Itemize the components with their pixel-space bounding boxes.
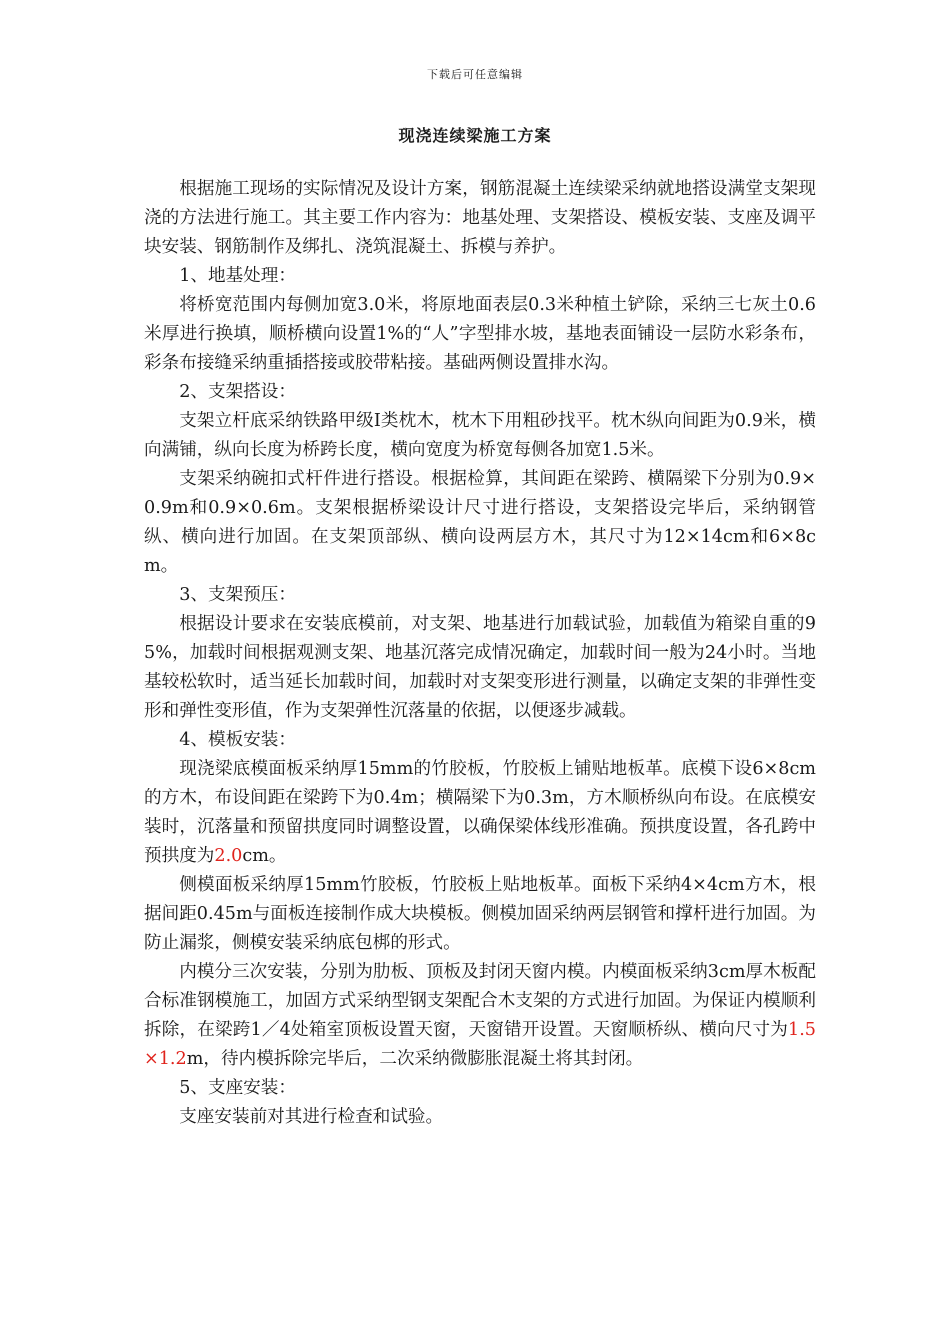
section-3-paragraph: 根据设计要求在安装底模前，对支架、地基进行加载试验，加载值为箱梁自重的95%，加载时间根据观测支架、地基沉落完成情况确定，加载时间一般为24小时。当地基较松软时，适当延长加载时间，加载时对支架变形进行测量，以确定支架的非弹性变形和弹性变形值，作为支架弹性沉落量的依据，以便逐步减载。 [144, 614, 816, 721]
section-4-paragraph-3-text-b: m，待内模拆除完毕后，二次采纳微膨胀混凝土将其封闭。 [186, 1049, 644, 1069]
section-4-paragraph-3-text-a: 内模分三次安装，分别为肋板、顶板及封闭天窗内模。内模面板采纳3cm厚木板配合标准钢模施工，加固方式采纳型钢支架配合木支架的方式进行加固。为保证内模顺利拆除，在梁跨1／4处箱室顶板设置天窗，天窗错开设置。天窗顺桥纵、横向尺寸为 [144, 962, 816, 1040]
section-5-paragraph: 支座安装前对其进行检查和试验。 [179, 1107, 444, 1127]
section-4-paragraph-2: 侧模面板采纳厚15mm竹胶板，竹胶板上贴地板革。面板下采纳4×4cm方木，根据间距0.45m与面板连接制作成大块模板。侧模加固采纳两层钢管和撑杆进行加固。为防止漏浆，侧模安装采纳底包梆的形式。 [144, 875, 816, 953]
section-3-heading: 3、支架预压： [179, 585, 296, 605]
section-1-paragraph: 将桥宽范围内每侧加宽3.0米，将原地面表层0.3米种植土铲除，采纳三七灰土0.6米厚进行换填，顺桥横向设置1%的“人”字型排水坡，基地表面铺设一层防水彩条布，彩条布接缝采纳重插搭接或胶带粘接。基础两侧设置排水沟。 [144, 295, 816, 373]
section-1-heading: 1、地基处理： [179, 266, 296, 286]
section-4-paragraph-3 [144, 958, 816, 1074]
section-2-paragraph-2: 支架采纳碗扣式杆件进行搭设。根据检算，其间距在梁跨、横隔梁下分别为0.9×0.9m和0.9×0.6m。支架根据桥梁设计尺寸进行搭设，支架搭设完毕后，采纳钢管纵、横向进行加固。在支架顶部纵、横向设两层方木，其尺寸为12×14cm和6×8cm。 [144, 469, 816, 576]
section-5-heading: 5、支座安装： [179, 1078, 296, 1098]
section-2-heading: 2、支架搭设： [179, 382, 296, 402]
camber-value-highlight: 2.0 [214, 846, 243, 866]
intro-paragraph: 根据施工现场的实际情况及设计方案，钢筋混凝土连续梁采纳就地搭设满堂支架现浇的方法进行施工。其主要工作内容为：地基处理、支架搭设、模板安装、支座及调平块安装、钢筋制作及绑扎、浇筑混凝土、拆模与养护。 [144, 179, 816, 257]
section-4-heading: 4、模板安装： [179, 730, 296, 750]
skylight-size-highlight: 1.5×1.2 [144, 1020, 816, 1069]
document-body [144, 175, 816, 1132]
header-note: 下载后可任意编辑 [427, 68, 523, 81]
section-2-paragraph-1: 支架立杆底采纳铁路甲级Ⅰ类枕木，枕木下用粗砂找平。枕木纵向间距为0.9米，横向满铺，纵向长度为桥跨长度，横向宽度为桥宽每侧各加宽1.5米。 [144, 411, 816, 460]
section-4-paragraph-1-text-a: 现浇梁底模面板采纳厚15mm的竹胶板，竹胶板上铺贴地板革。底模下设6×8cm的方木，布设间距在梁跨下为0.4m；横隔梁下为0.3m，方木顺桥纵向布设。在底模安装时，沉落量和预留拱度同时调整设置，以确保梁体线形准确。预拱度设置，各孔跨中预拱度为 [144, 759, 816, 866]
document-title: 现浇连续梁施工方案 [398, 126, 552, 145]
section-4-paragraph-1 [144, 755, 816, 871]
section-4-paragraph-1-text-b: cm。 [242, 846, 287, 866]
